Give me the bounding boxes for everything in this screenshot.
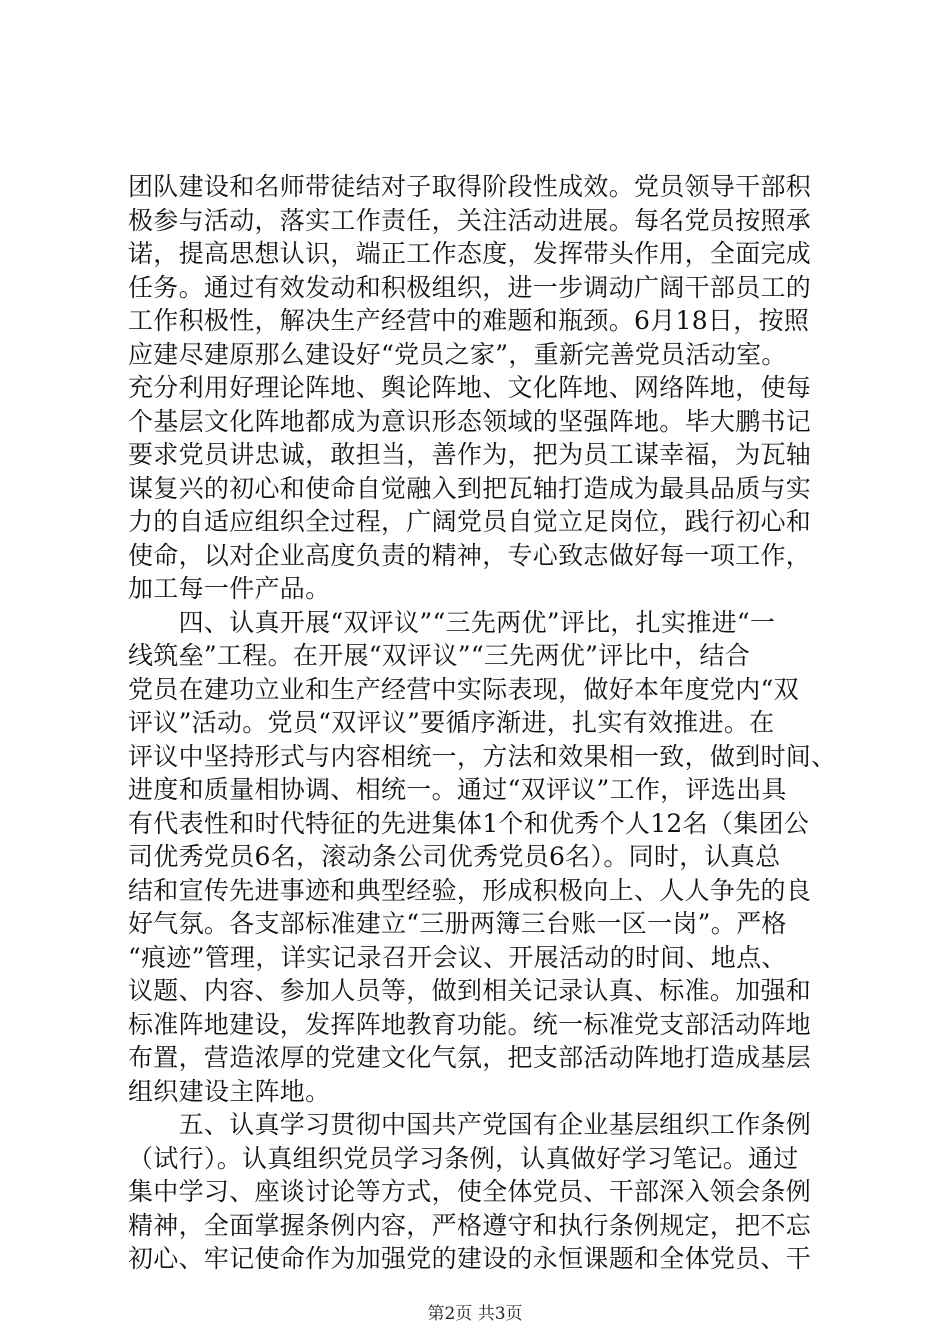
- page-number-footer: 第2页 共3页: [427, 1304, 523, 1324]
- text-line: 结和宣传先进事迹和典型经验，形成积极向上、人人争先的良: [128, 875, 812, 905]
- text-line: 要求党员讲忠诚，敢担当，善作为，把为员工谋幸福，为瓦轴: [128, 440, 812, 469]
- text-line: 初心、牢记使命作为加强党的建设的永恒课题和全体党员、干: [128, 1244, 812, 1273]
- text-line: 个基层文化阵地都成为意识形态领域的坚强阵地。毕大鹏书记: [128, 406, 812, 436]
- text-line: “痕迹”管理，详实记录召开会议、开展活动的时间、地点、: [128, 942, 787, 972]
- text-line: 四、认真开展“双评议”“三先两优”评比，扎实推进“一: [128, 607, 776, 637]
- text-line: 诺，提高思想认识，端正工作态度，发挥带头作用，全面完成: [128, 239, 812, 268]
- text-line: 评议”活动。党员“双评议”要循序渐进，扎实有效推进。在: [128, 708, 775, 737]
- text-line: 应建尽建原那么建设好“党员之家”，重新完善党员活动室。: [128, 339, 787, 369]
- text-line: 线筑垒”工程。在开展“双评议”“三先两优”评比中，结合: [128, 641, 751, 670]
- text-line: 五、认真学习贯彻中国共产党国有企业基层组织工作条例: [128, 1110, 812, 1139]
- text-line: 加工每一件产品。: [128, 574, 331, 603]
- text-line: 力的自适应组织全过程，广阔党员自觉立足岗位，践行初心和: [128, 507, 812, 536]
- text-line: 团队建设和名师带徒结对子取得阶段性成效。党员领导干部积: [128, 172, 812, 201]
- text-line: 工作积极性，解决生产经营中的难题和瓶颈。6月18日，按照: [128, 306, 810, 335]
- text-line: 组织建设主阵地。: [128, 1076, 331, 1106]
- text-line: 使命，以对企业高度负责的精神，专心致志做好每一项工作，: [128, 540, 812, 570]
- text-line: 集中学习、座谈讨论等方式，使全体党员、干部深入领会条例: [128, 1177, 812, 1206]
- text-line: 评议中坚持形式与内容相统一，方法和效果相一致，做到时间、: [128, 741, 837, 771]
- text-line: 好气氛。各支部标准建立“三册两簿三台账一区一岗”。严格: [128, 909, 787, 938]
- text-line: 进度和质量相协调、相统一。通过“双评议”工作，评选出具: [128, 775, 787, 804]
- text-line: 议题、内容、参加人员等，做到相关记录认真、标准。加强和: [128, 976, 812, 1005]
- text-line: 精神，全面掌握条例内容，严格遵守和执行条例规定，把不忘: [128, 1210, 812, 1240]
- text-line: 有代表性和时代特征的先进集体1个和优秀个人12名（集团公: [128, 808, 810, 838]
- text-line: 标准阵地建设，发挥阵地教育功能。统一标准党支部活动阵地: [128, 1009, 812, 1039]
- text-line: 任务。通过有效发动和积极组织，进一步调动广阔干部员工的: [128, 272, 812, 302]
- text-line: 布置，营造浓厚的党建文化气氛，把支部活动阵地打造成基层: [128, 1043, 812, 1072]
- text-line: 司优秀党员6名，滚动条公司优秀党员6名）。同时，认真总: [128, 842, 781, 871]
- text-line: 谋复兴的初心和使命自觉融入到把瓦轴打造成为最具品质与实: [128, 473, 812, 503]
- document-body: [128, 170, 837, 1276]
- text-line: 极参与活动，落实工作责任，关注活动进展。每名党员按照承: [128, 205, 812, 235]
- text-line: （试行）。认真组织党员学习条例，认真做好学习笔记。通过: [128, 1143, 799, 1173]
- text-line: 充分利用好理论阵地、舆论阵地、文化阵地、网络阵地，使每: [128, 373, 812, 402]
- text-line: 党员在建功立业和生产经营中实际表现，做好本年度党内“双: [128, 674, 799, 704]
